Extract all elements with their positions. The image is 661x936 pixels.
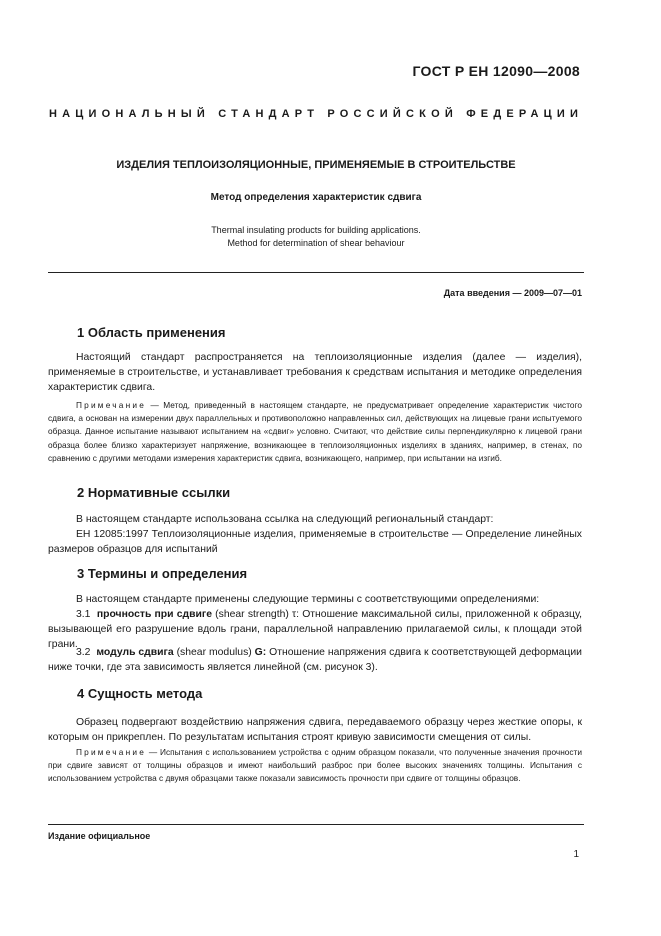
section-4-text: Образец подвергают воздействию напряжения сдвига, передаваемого образцу через жесткие опоры, к которым он прикреплен. По результатам испытания строят кривую зависимости смещения от силы. <box>48 717 582 743</box>
section-1-paragraph <box>48 350 582 395</box>
term-3-1-number: 3.1 <box>76 609 91 620</box>
section-4-note-label: Примечание <box>76 747 147 757</box>
section-1-note <box>48 399 582 465</box>
section-3-text: В настоящем стандарте применены следующие термины с соответствующими определениями: <box>76 594 540 605</box>
english-title-line-2: Method for determination of shear behaviour <box>227 238 405 248</box>
section-3-paragraph <box>48 592 582 607</box>
section-1-heading: 1 Область применения <box>77 325 226 340</box>
section-2-reference-text: ЕН 12085:1997 Теплоизоляционные изделия, применяемые в строительстве — Определение линейных размеров образцов для испытаний <box>48 529 582 555</box>
term-3-2-definition: Отношение напряжения сдвига к соответствующей деформации ниже точки, где эта зависимость является линейной (см. рисунок 3). <box>48 647 582 673</box>
page-number: 1 <box>573 849 579 860</box>
section-2-paragraph <box>48 512 582 527</box>
term-3-1-english: (shear strength) τ: <box>211 609 300 620</box>
term-3-2-symbol: G: <box>254 647 267 658</box>
footer-divider <box>48 824 584 825</box>
section-1-note-text: — Метод, приведенный в настоящем стандарте, не предусматривает определение характеристик чистого сдвига, а основан на измерении двух параллельных и противоположно направленных сил, действующих на лицевые грани испытуемого образца. Данное испытание называют испытанием на «сдвиг» условно. Считают, что действие силы перпендикулярно к лицевой грани образца более близко характеризует напряжение, возникающее в теплоизоляционных изделиях в зданиях, например, в стенах, по сравнению с другими методами измерения характеристик сдвига, возникающего, например, при испытании на изгиб. <box>48 400 582 463</box>
term-3-2-name: модуль сдвига <box>96 647 174 658</box>
section-3-heading: 3 Термины и определения <box>77 566 248 581</box>
term-3-2-number: 3.2 <box>76 647 91 658</box>
section-2-heading: 2 Нормативные ссылки <box>77 485 231 500</box>
term-3-1-definition: Отношение максимальной силы, приложенной к образцу, вызывающей его разрушение вдоль грани, параллельной направлению прилагаемой силы, к площади этой грани. <box>48 609 582 650</box>
section-2-reference <box>48 527 582 557</box>
header-divider <box>48 272 584 273</box>
document-subtitle: Метод определения характеристик сдвига <box>210 192 422 203</box>
section-4-note <box>48 746 582 786</box>
term-3-1-name: прочность при сдвиге <box>96 609 212 620</box>
term-3-2-english: (shear modulus) <box>173 647 255 658</box>
document-title: ИЗДЕЛИЯ ТЕПЛОИЗОЛЯЦИОННЫЕ, ПРИМЕНЯЕМЫЕ В СТРОИТЕЛЬСТВЕ <box>116 159 516 171</box>
national-standard-banner: НАЦИОНАЛЬНЫЙ СТАНДАРТ РОССИЙСКОЙ ФЕДЕРАЦИИ <box>48 108 584 120</box>
official-edition-label: Издание официальное <box>48 831 151 841</box>
document-code: ГОСТ Р ЕН 12090—2008 <box>412 63 580 79</box>
section-2-text: В настоящем стандарте использована ссылка на следующий региональный стандарт: <box>76 514 494 525</box>
introduction-date: Дата введения — 2009—07—01 <box>443 288 582 298</box>
english-title-line-1: Thermal insulating products for building applications. <box>211 225 421 235</box>
section-4-note-text: — Испытания с использованием устройства с одним образцом показали, что полученные значения прочности при сдвиге зависят от толщины образцов и имеют наибольший разброс при более высоких значениях толщины. Испытания с использованием устройства с двумя образцами также показали зависимость прочности при сдвиге от толщины образцов. <box>48 747 582 784</box>
section-1-text: Настоящий стандарт распространяется на теплоизоляционные изделия (далее — изделия), применяемые в строительстве, и устанавливает требования к средствам испытания и методике определения характеристик сдвига. <box>48 352 582 393</box>
term-3-2 <box>48 645 582 675</box>
section-4-heading: 4 Сущность метода <box>77 686 203 701</box>
english-title <box>48 224 584 250</box>
section-4-paragraph <box>48 715 582 745</box>
section-1-note-label: Примечание <box>76 400 147 410</box>
